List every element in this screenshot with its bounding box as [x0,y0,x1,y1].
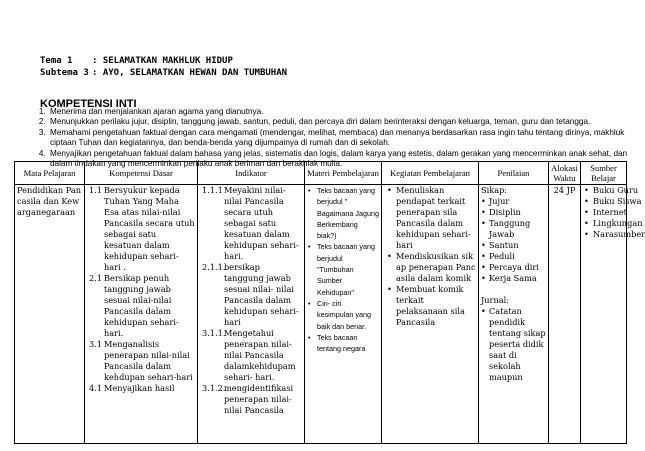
tema-line [40,56,233,66]
syllabus-table [14,161,645,444]
header-kompetensi-dasar: Kompetensi Dasar [85,162,198,185]
sumber-item: • Internet [583,207,624,218]
kompetensi-inti-item: 1. Menerima dan menjalankan ajaran agama yang dianutnya. [48,107,638,117]
header-indikator: Indikator [198,162,305,185]
cell-mata-pelajaran: Pendidikan Pancasila dan Kewarganegaraan [15,185,85,444]
kd-item: 3.1 Menganalisis penerapan nilai-nilai Pancasila dalam kehdupan sehari-hari [89,339,193,382]
penilaian-item: • Peduli [481,251,515,261]
sumber-item: • Buku Guru [583,185,624,196]
kd-item: 4.1 Menyajikan hasil [89,383,175,393]
penilaian-item: • Jujur [481,196,510,206]
subtema-line [40,68,287,78]
cell-kegiatan [382,185,479,444]
cell-alokasi-waktu: 24 JP [549,185,581,444]
cell-kompetensi-dasar [85,185,198,444]
penilaian-item: • Tanggung Jawab [481,218,531,239]
materi-item: • Ciri- ciri kesimpulan yang baik dan benar. [307,298,379,332]
header-materi: Materi Pembelajaran [305,162,382,185]
subtema-label: Subtema 3 [40,68,89,78]
header-sumber-belajar: Sumber Belajar [581,162,627,185]
tema-label: Tema 1 [40,56,73,66]
kegiatan-item: • Menuliskan pendapat terkait penerapan sila Pancasila dalam kehidupan sehari-hari [386,185,476,251]
penilaian-item: • Catatan pendidik tentang sikap peserta didik saat di sekolah maupun [481,306,546,382]
table-header-row [15,162,627,185]
penilaian-item: • Percaya diri [481,262,539,272]
kompetensi-inti-title: KOMPETENSI INTI [40,98,137,110]
kompetensi-inti-item: 4. Menyajikan pengetahuan faktual dalam bahasa yang jelas, sistematis dan logis, dalam karya yang estetis, dalam gerakan yang mencerminkan anak sehat, dan dalam tindakan yang mencerminkan perilaku anak beriman dan berakhlak mulia. [48,149,638,170]
materi-item: • Teks bacaan yang berjudul "Tumbuhan Sumber Kehidupan" [307,241,379,297]
penilaian-sikap-label: Sikap: [481,185,508,195]
kompetensi-inti-item: 3. Memahami pengetahuan faktual dengan cara mengamati (mendengar, melihat, membaca) dan menanya berdasarkan rasa ingin tahu tentang dirinya, makhluk ciptaan Tuhan dan kegiatannya, dan benda-benda yang dijumpainya di rumah dan di sekolah. [48,128,638,149]
kegiatan-item: • Membuat komik terkait pelaksanaan sila Pancasila [386,284,476,328]
cell-sumber-belajar [581,185,645,444]
subtema-value: : AYO, SELAMATKAN HEWAN DAN TUMBUHAN [92,68,288,78]
sumber-item: • Lingkungan [583,218,624,229]
indikator-item: 3.1.2. mengidentifikasi penerapan nilai-nilai Pancasila [202,383,294,415]
materi-item: • Teks bacaan yang berjudul " Bagaimana Jagung Berkembang biak?) [307,185,379,241]
kd-item: 1.1 Bersyukur kepada Tuhan Yang Maha Esa atas nilai-nilai Pancasila secara utuh sebagai satu kesatuan dalam kehidupan sehari-hari . [89,185,195,272]
indikator-item: 1.1.1 Meyakini nilai-nilai Pancasila secara utuh sebagai satu kesatuan dalam kehidupan sehari-hari. [202,185,299,261]
penilaian-item: • Disiplin [481,207,521,217]
materi-item: • Teks bacaan tentang negara [307,332,379,355]
indikator-item: 2.1.1. bersikap tanggung jawab sesuai nilai- nilai Pancasila dalam kehidupan sehari-hari [202,262,299,327]
sumber-item: • Buku Siswa [583,196,624,207]
sumber-item: • Narasumber [583,229,624,240]
kompetensi-inti-item: 2. Menunjukkan perilaku jujur, disiplin, tanggung jawab, santun, peduli, dan percaya diri dalam berinteraksi dengan keluarga, teman, guru dan tetangga. [48,117,638,127]
penilaian-jurnal-label: Jurnal: [481,295,510,305]
penilaian-item: • Santun [481,240,519,250]
cell-materi [305,185,382,444]
header-penilaian: Penilaian [479,162,549,185]
table-row [15,185,627,444]
header-alokasi-waktu: Alokasi Waktu [549,162,581,185]
header-kegiatan: Kegiatan Pembelajaran [382,162,479,185]
penilaian-item: • Kerja Sama [481,273,537,283]
cell-indikator [198,185,305,444]
header-mata-pelajaran: Mata Pelajaran [15,162,85,185]
cell-penilaian [479,185,549,444]
sumber-list [583,185,645,240]
tema-value: : SELAMATKAN MAKHLUK HIDUP [92,56,233,66]
indikator-item: 3.1.1. Mengetahui penerapan nilai-nilai Pancasila dalamkehidupam sehari- hari. [202,328,296,382]
materi-list [307,185,379,354]
kegiatan-list [384,185,476,328]
kegiatan-item: • Mendiskusikan sikap penerapan Pancasila dalam komik [386,251,476,284]
kd-item: 2.1 Bersikap penuh tanggung jawab sesuai nilai-nilai Pancasila dalam kehidupan sehari-hari. [89,273,179,338]
